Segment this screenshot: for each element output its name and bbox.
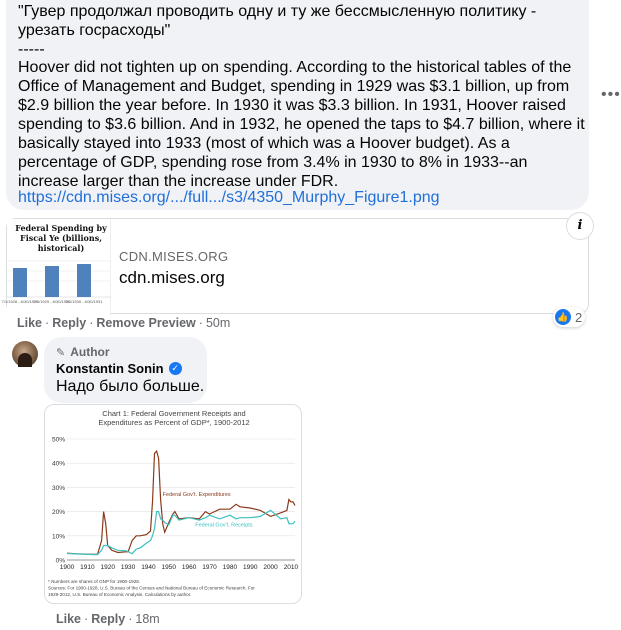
info-icon[interactable]: i bbox=[566, 212, 594, 240]
chart-footnote: * Numbers are shares of GNP for 1900-1928. bbox=[48, 579, 141, 584]
comment-timestamp[interactable]: 50m bbox=[205, 316, 231, 330]
y-tick-label: 30% bbox=[51, 484, 65, 492]
reaction-summary[interactable] bbox=[553, 307, 585, 327]
author-label: Author bbox=[70, 345, 110, 359]
like-button[interactable]: Like bbox=[56, 612, 82, 626]
x-tick-label: 1900 bbox=[59, 564, 75, 571]
x-tick-label: 1970 bbox=[202, 564, 217, 571]
x-tick-label: 1910 bbox=[80, 564, 95, 571]
remove-preview-button[interactable]: Remove Preview bbox=[96, 316, 196, 330]
receipts-line bbox=[67, 510, 295, 554]
thumb-bar-label: 7/1/1930 - 6/30/1931 bbox=[65, 299, 103, 304]
comment-body: Hoover did not tighten up on spending. According to the historical tables of the Office of Management and Budget, spending in 1929 was $3.1 billion, up from $2.9 billion the year before. In 1930 it was $3.3 billion. In 1931, Hoover raised spending to $3.6 billion. And in 1932, he opened the taps to $4.7 billion, where it basically stayed into 1933 (most of which was a Hoover budget). As a percentage of GDP, spending rose from 3.4% in 1930 to 8% in 1933--an increase larger than the increase under FDR. bbox=[18, 59, 590, 190]
y-tick-label: 20% bbox=[51, 509, 65, 517]
reply-bubble bbox=[44, 337, 207, 403]
pen-icon: ✎ bbox=[56, 346, 66, 359]
more-options-icon[interactable]: ••• bbox=[601, 86, 621, 103]
x-tick-label: 1990 bbox=[242, 564, 258, 571]
expenditures-label: Federal Gov't. Expenditures bbox=[162, 491, 231, 498]
verified-icon: ✓ bbox=[169, 362, 182, 375]
attached-chart-image[interactable] bbox=[44, 404, 302, 604]
x-tick-label: 1960 bbox=[181, 564, 197, 571]
author-badge bbox=[56, 345, 110, 359]
preview-site-name: cdn.mises.org bbox=[119, 268, 225, 287]
chart-footnote: 1929-2012, U.S. Bureau of Economic Analysis. Calculations by author. bbox=[48, 592, 192, 597]
reply-text: Надо было больше. bbox=[56, 378, 205, 395]
reply-actions: Like · Reply · 18m bbox=[56, 612, 160, 626]
chart-title: Chart 1: Federal Government Receipts and bbox=[102, 409, 246, 418]
y-tick-label: 40% bbox=[51, 460, 65, 468]
federal-spending-chart bbox=[45, 405, 303, 605]
x-tick-label: 1940 bbox=[141, 564, 156, 571]
reply-button[interactable]: Reply bbox=[52, 316, 87, 330]
y-tick-label: 10% bbox=[51, 533, 65, 541]
chart-title-line2: Expenditures as Percent of GDP*, 1900-2012 bbox=[98, 418, 250, 427]
link-preview-card[interactable] bbox=[1, 218, 589, 314]
chart-footnote: Sources: For 1900-1928, U.S. Bureau of the Census and National Bureau of Economic Research. For bbox=[48, 585, 255, 591]
y-tick-label: 0% bbox=[55, 557, 65, 565]
quote-text: "Гувер продолжал проводить одну и ту же бессмысленную политику - урезать госрасходы" bbox=[18, 3, 541, 39]
preview-thumbnail bbox=[1, 219, 111, 315]
x-tick-label: 1980 bbox=[222, 564, 238, 571]
reply-timestamp[interactable]: 18m bbox=[135, 612, 160, 626]
reply-button[interactable]: Reply bbox=[91, 612, 126, 626]
reply-author-name[interactable]: Konstantin Sonin ✓ bbox=[56, 361, 182, 376]
avatar[interactable] bbox=[12, 341, 38, 367]
thumbnail-chart bbox=[1, 219, 111, 315]
x-tick-label: 1950 bbox=[161, 564, 177, 571]
like-button[interactable]: Like bbox=[17, 316, 43, 330]
separator-text: ----- bbox=[18, 41, 45, 58]
thumb-bar bbox=[13, 268, 27, 297]
x-tick-label: 1930 bbox=[120, 564, 136, 571]
preview-domain: CDN.MISES.ORG bbox=[119, 249, 229, 264]
thumb-bar bbox=[77, 264, 91, 297]
receipts-label: Federal Gov't. Receipts bbox=[195, 522, 253, 529]
x-tick-label: 2010 bbox=[283, 564, 299, 571]
x-tick-label: 1920 bbox=[100, 564, 115, 571]
like-icon: 👍 bbox=[555, 309, 571, 325]
comment-actions: Like · Reply · Remove Preview · 50m bbox=[17, 316, 231, 330]
thumb-bar bbox=[45, 266, 59, 297]
expenditures-line bbox=[67, 451, 295, 554]
reaction-count: 2 bbox=[575, 309, 583, 325]
y-tick-label: 50% bbox=[51, 436, 65, 444]
x-tick-label: 2000 bbox=[263, 564, 278, 571]
comment-bubble bbox=[6, 0, 589, 210]
comment-link[interactable]: https://cdn.mises.org/.../full.../s3/4350_Murphy_Figure1.png bbox=[18, 189, 440, 206]
thumbnail-title: Federal Spending by Fiscal Ye (billions, historical) bbox=[15, 223, 107, 253]
thumb-bar-label: 7/1/1928 - 6/30/1929 bbox=[1, 299, 39, 304]
thumb-bar-label: 7/1/1929 - 6/30/1930 bbox=[33, 299, 71, 304]
